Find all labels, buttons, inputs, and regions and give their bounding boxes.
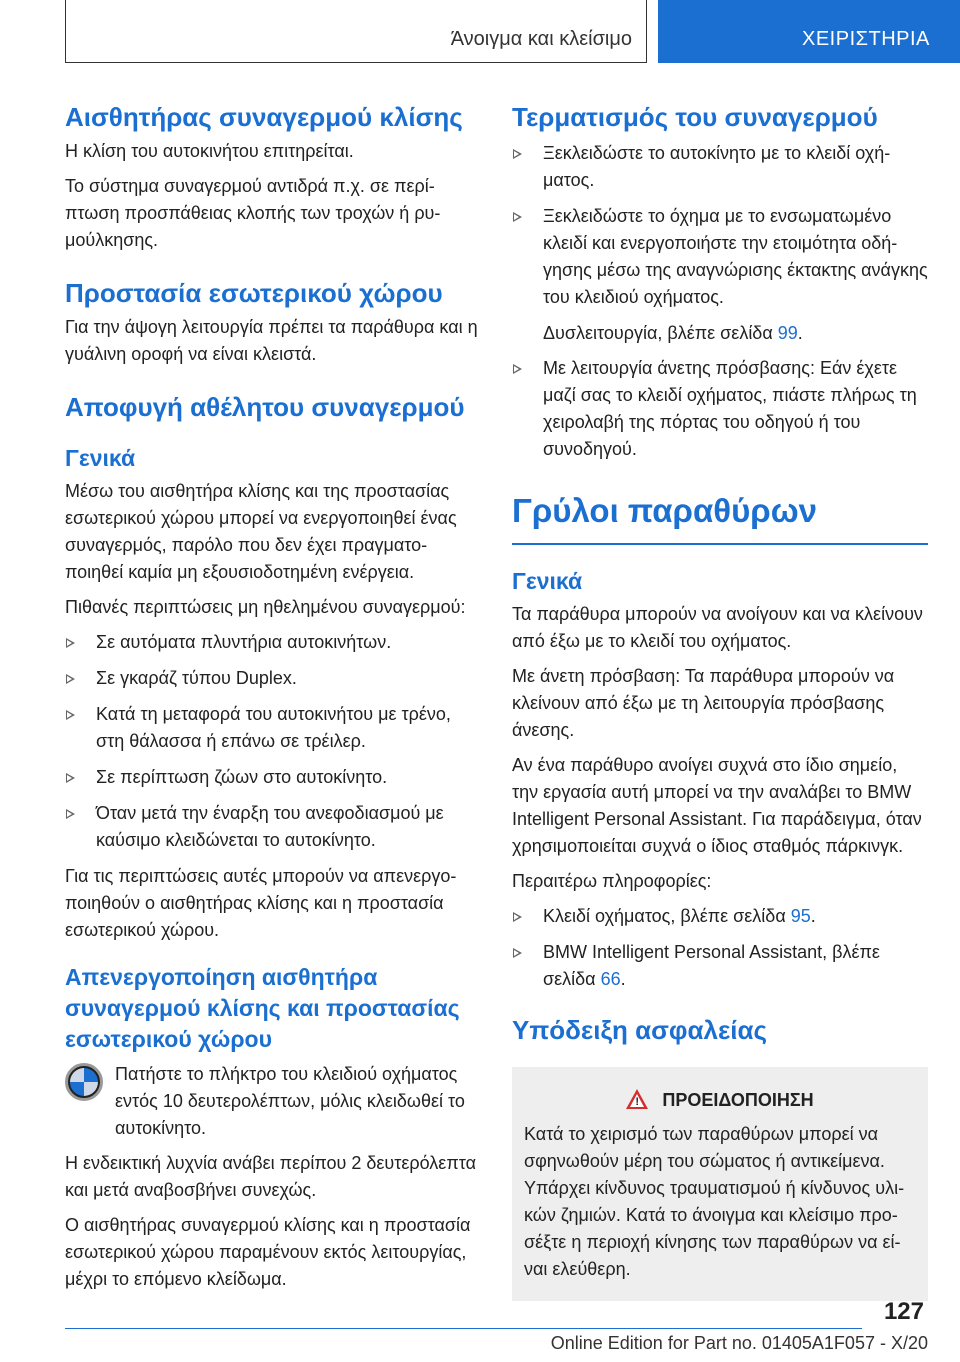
key-button-paragraph [65, 1061, 479, 1142]
page-link[interactable]: 95 [790, 906, 811, 926]
page-link[interactable]: 99 [777, 323, 798, 343]
triangle-bullet-icon [513, 948, 522, 958]
paragraph: Αν ένα παράθυρο ανοίγει συχνά στο ίδιο σημείο, την εργασία αυτή μπορεί να την αναλάβει το BMW Intelligent Personal Assistant. Για παράδειγμα, όταν χρησιμοποιείται συχνά ο ίδιος σταθμός πάρκινγκ. [512, 755, 922, 856]
bullet-list [65, 629, 479, 854]
heading-general: Γενικά [512, 568, 583, 594]
triangle-bullet-icon [513, 364, 522, 374]
header-section-box [65, 0, 647, 63]
list-item: Σε γκαράζ τύπου Duplex. [65, 665, 479, 692]
heading-window-regulators: Γρύλοι παραθύρων [512, 489, 928, 545]
warning-box [512, 1067, 928, 1301]
left-column [65, 100, 479, 1301]
triangle-bullet-icon [66, 674, 75, 684]
right-column [512, 100, 928, 1301]
warning-text: Κατά το χειρισμό των παραθύρων μπορεί να σφηνωθούν μέρη του σώματος ή αντικείμενα. Υπάρχει κίνδυνος τραυματισμού ή κίνδυνος υλικών ζημιών. Κατά το άνοιγμα και κλείσιμο προσέξτε η περιοχή κίνησης των παραθύρων να είναι ελεύθερη. [524, 1124, 905, 1279]
list-item: Με λειτουργία άνετης πρόσβασης: Εάν έχετε μαζί σας το κλειδί οχήματος, πιάστε πλήρως τη χειρολαβή της πόρτας του οδηγού ή του συνοδηγού. [512, 355, 928, 463]
paragraph: Με άνετη πρόσβαση: Τα παράθυρα μπορούν να κλείνουν από έξω με τη λειτουργία πρόσβασης άνεσης. [512, 666, 895, 740]
warning-triangle-icon: ! [626, 1089, 648, 1109]
bullet-list [512, 140, 928, 311]
page-number: 127 [883, 1298, 924, 1325]
list-item: Κατά τη μεταφορά του αυτοκινήτου με τρένο, στη θάλασσα ή επάνω σε τρέιλερ. [65, 701, 479, 755]
warning-title: ! ΠΡΟΕΙΔΟΠΟΙΗΣΗ [524, 1089, 916, 1111]
list-item: Κλειδί οχήματος, βλέπε σελίδα 95. [512, 903, 928, 930]
paragraph: Τα παράθυρα μπορούν να ανοίγουν και να κλείνουν από έξω με το κλειδί του οχήματος. [512, 604, 923, 651]
paragraph: Μέσω του αισθητήρα κλίσης και της προστασίας εσωτερικού χώρου μπορεί να ενεργοποιηθεί ένας συναγερμός, παρόλο που δεν έχει πραγματοποιηθεί καμία μη εξουσιοδοτημένη ενέργεια. [65, 481, 457, 582]
malfunction-reference: Δυσλειτουργία, βλέπε σελίδα 99. [543, 323, 803, 343]
paragraph: Το σύστημα συναγερμού αντιδρά π.χ. σε περίπτωση προσπάθειας κλοπής των τροχών ή ρυμούλκησης. [65, 176, 441, 250]
paragraph: Για τις περιπτώσεις αυτές μπορούν να απενεργοποιηθούν ο αισθητήρας κλίσης και η προστασία εσωτερικού χώρου. [65, 866, 457, 940]
paragraph: Η ενδεικτική λυχνία ανάβει περίπου 2 δευτερόλεπτα και μετά αναβοσβήνει συνεχώς. [65, 1153, 476, 1200]
bmw-key-button-icon [65, 1063, 103, 1101]
triangle-bullet-icon [66, 638, 75, 648]
list-item: Όταν μετά την έναρξη του ανεφοδιασμού με καύσιμο κλειδώνεται το αυτοκίνητο. [65, 800, 479, 854]
footer-divider [65, 1328, 862, 1329]
paragraph: Ο αισθητήρας συναγερμού κλίσης και η προστασία εσωτερικού χώρου παραμένουν εκτός λειτουργίας, μέχρι το επόμενο κλείδωμα. [65, 1215, 471, 1289]
paragraph: Η κλίση του αυτοκινήτου επιτηρείται. [65, 141, 354, 161]
header-chapter-tab [658, 0, 960, 63]
paragraph: Περαιτέρω πληροφορίες: [512, 871, 712, 891]
list-item: BMW Intelligent Personal Assistant, βλέπε σελίδα 66. [512, 939, 928, 993]
heading-tilt-sensor: Αισθητήρας συναγερμού κλίσης [65, 102, 463, 132]
heading-end-alarm: Τερματισμός του συναγερμού [512, 102, 878, 132]
list-item: Σε περίπτωση ζώων στο αυτοκίνητο. [65, 764, 479, 791]
bullet-list [512, 903, 928, 993]
heading-general: Γενικά [65, 445, 136, 471]
list-item: Ξεκλειδώστε το αυτοκίνητο με το κλειδί οχήματος. [512, 140, 928, 194]
paragraph: Πατήστε το πλήκτρο του κλειδιού οχήματος εντός 10 δευτερολέπτων, μόλις κλειδωθεί το αυτοκίνητο. [115, 1064, 465, 1138]
footer-edition: Online Edition for Part no. 01405A1F057 - X/20 [550, 1333, 928, 1353]
triangle-bullet-icon [513, 212, 522, 222]
bullet-list [512, 355, 928, 463]
paragraph: Πιθανές περιπτώσεις μη ηθελημένου συναγερμού: [65, 597, 466, 617]
heading-safety-note: Υπόδειξη ασφαλείας [512, 1015, 768, 1045]
triangle-bullet-icon [66, 809, 75, 819]
triangle-bullet-icon [513, 149, 522, 159]
heading-interior-protection: Προστασία εσωτερικού χώρου [65, 278, 443, 308]
triangle-bullet-icon [66, 773, 75, 783]
heading-avoid-false-alarm: Αποφυγή αθέλητου συναγερμού [65, 392, 465, 422]
paragraph: Για την άψογη λειτουργία πρέπει τα παράθυρα και η γυάλινη οροφή να είναι κλειστά. [65, 317, 478, 364]
header-chapter-title: ΧΕΙΡΙΣΤΗΡΙΑ [802, 28, 930, 50]
triangle-bullet-icon [513, 912, 522, 922]
list-item: Ξεκλειδώστε το όχημα με το ενσωματωμένο κλειδί και ενεργοποιήστε την ετοιμότητα οδήγησης μέσω της αναγνώρισης έκτακτης ανάγκης του κλειδιού οχήματος. [512, 203, 928, 311]
triangle-bullet-icon [66, 710, 75, 720]
header-section-title: Άνοιγμα και κλείσιμο [450, 28, 632, 50]
page-link[interactable]: 66 [600, 969, 621, 989]
heading-deactivate: Απενεργοποίηση αισθητήρα συναγερμού κλίσης και προστασίας εσωτερικού χώρου [65, 964, 460, 1052]
list-item: Σε αυτόματα πλυντήρια αυτοκινήτων. [65, 629, 479, 656]
